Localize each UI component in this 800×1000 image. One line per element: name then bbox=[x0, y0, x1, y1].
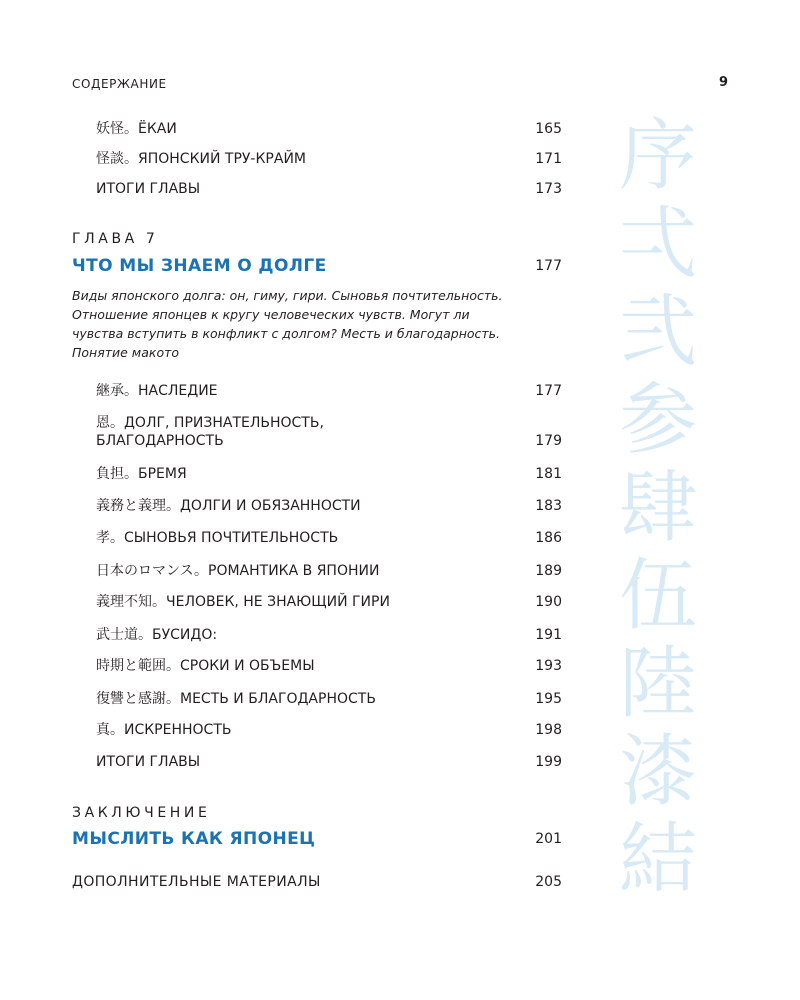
toc-entry-label: 継承。НАСЛЕДИЕ bbox=[96, 383, 218, 399]
decorative-kanji: 肆 bbox=[618, 463, 697, 553]
toc-entry[interactable] bbox=[96, 529, 562, 547]
decorative-kanji: 弌 bbox=[618, 199, 697, 289]
toc-entry[interactable] bbox=[96, 382, 562, 400]
toc-entry-page: 179 bbox=[535, 433, 562, 449]
toc-entry-page: 177 bbox=[535, 383, 562, 399]
toc-entry-label: ИТОГИ ГЛАВЫ bbox=[96, 754, 201, 770]
extras-entry[interactable] bbox=[72, 873, 562, 891]
toc-entry-label: 復讐と感謝。МЕСТЬ И БЛАГОДАРНОСТЬ bbox=[96, 691, 376, 707]
toc-entry-label: 負担。БРЕМЯ bbox=[96, 466, 187, 482]
decorative-kanji: 参 bbox=[618, 375, 697, 465]
toc-entry[interactable] bbox=[96, 721, 562, 739]
toc-entry[interactable] bbox=[96, 497, 562, 515]
toc-entry-page: 191 bbox=[535, 627, 562, 643]
toc-entry-page: 193 bbox=[535, 658, 562, 674]
extras-label: ДОПОЛНИТЕЛЬНЫЕ МАТЕРИАЛЫ bbox=[72, 874, 321, 890]
toc-entry-label: 武士道。БУСИДО: bbox=[96, 627, 218, 643]
toc-entry-label: 時期と範囲。СРОКИ И ОБЪЕМЫ bbox=[96, 658, 315, 674]
running-head: СОДЕРЖАНИЕ bbox=[72, 77, 167, 91]
conclusion-title-text: МЫСЛИТЬ КАК ЯПОНЕЦ bbox=[72, 829, 316, 849]
toc-entry[interactable] bbox=[96, 753, 562, 771]
toc-entry-label: 義務と義理。ДОЛГИ И ОБЯЗАННОСТИ bbox=[96, 498, 361, 514]
chapter-description: Виды японского долга: он, гиму, гири. Сыновья почтительность. Отношение японцев к кругу человеческих чувств. Могут ли чувства вступить в конфликт с долгом? Месть и благодарность. Понятие макото bbox=[72, 288, 503, 360]
toc-entry-label: 義理不知。ЧЕЛОВЕК, НЕ ЗНАЮЩИЙ ГИРИ bbox=[96, 594, 390, 610]
conclusion-kicker: ЗАКЛЮЧЕНИЕ bbox=[72, 805, 211, 821]
decorative-kanji: 漆 bbox=[618, 727, 697, 817]
toc-entry-page: 183 bbox=[535, 498, 562, 514]
conclusion-title-page: 201 bbox=[535, 831, 562, 847]
decorative-kanji: 結 bbox=[618, 815, 697, 905]
conclusion-title[interactable] bbox=[72, 828, 562, 850]
toc-entry-label: 恩。ДОЛГ, ПРИЗНАТЕЛЬНОСТЬ, БЛАГОДАРНОСТЬ bbox=[96, 415, 324, 449]
toc-entry-page: 186 bbox=[535, 530, 562, 546]
toc-entry[interactable] bbox=[96, 120, 562, 138]
toc-entry-label: 怪談。ЯПОНСКИЙ ТРУ-КРАЙМ bbox=[96, 151, 306, 167]
toc-entry-label: 孝。СЫНОВЬЯ ПОЧТИТЕЛЬНОСТЬ bbox=[96, 530, 339, 546]
toc-entry[interactable] bbox=[96, 465, 562, 483]
toc-entry[interactable] bbox=[96, 562, 562, 580]
toc-entry-page: 189 bbox=[535, 563, 562, 579]
toc-entry-label: 真。ИСКРЕННОСТЬ bbox=[96, 722, 232, 738]
decorative-kanji: 序 bbox=[618, 111, 697, 201]
toc-entry-page: 173 bbox=[535, 181, 562, 197]
decorative-kanji: 陸 bbox=[618, 639, 697, 729]
toc-entry[interactable] bbox=[96, 150, 562, 168]
decorative-kanji: 弐 bbox=[618, 287, 697, 377]
toc-entry-page: 165 bbox=[535, 121, 562, 137]
toc-entry-label: ИТОГИ ГЛАВЫ bbox=[96, 181, 201, 197]
decorative-kanji-column bbox=[612, 112, 704, 904]
toc-entry-page: 195 bbox=[535, 691, 562, 707]
toc-entry[interactable] bbox=[96, 180, 562, 198]
chapter-title[interactable] bbox=[72, 255, 562, 277]
toc-entry[interactable] bbox=[96, 657, 562, 675]
toc-entry-page: 198 bbox=[535, 722, 562, 738]
toc-entry-page: 190 bbox=[535, 594, 562, 610]
toc-entry[interactable] bbox=[96, 690, 562, 708]
toc-entry[interactable] bbox=[96, 593, 562, 611]
toc-entry-page: 181 bbox=[535, 466, 562, 482]
toc-entry[interactable] bbox=[96, 626, 562, 644]
page-number: 9 bbox=[718, 75, 728, 90]
toc-entry-label: 日本のロマンス。РОМАНТИКА В ЯПОНИИ bbox=[96, 563, 380, 579]
chapter-title-page: 177 bbox=[535, 258, 562, 274]
toc-entry-label: 妖怪。ЁКАИ bbox=[96, 121, 177, 137]
decorative-kanji: 伍 bbox=[618, 551, 697, 641]
chapter-kicker: ГЛАВА 7 bbox=[72, 231, 159, 247]
extras-page: 205 bbox=[535, 874, 562, 890]
toc-entry-page: 199 bbox=[535, 754, 562, 770]
chapter-title-text: ЧТО МЫ ЗНАЕМ О ДОЛГЕ bbox=[72, 256, 327, 276]
toc-entry-page: 171 bbox=[535, 151, 562, 167]
toc-entry[interactable] bbox=[96, 414, 562, 450]
